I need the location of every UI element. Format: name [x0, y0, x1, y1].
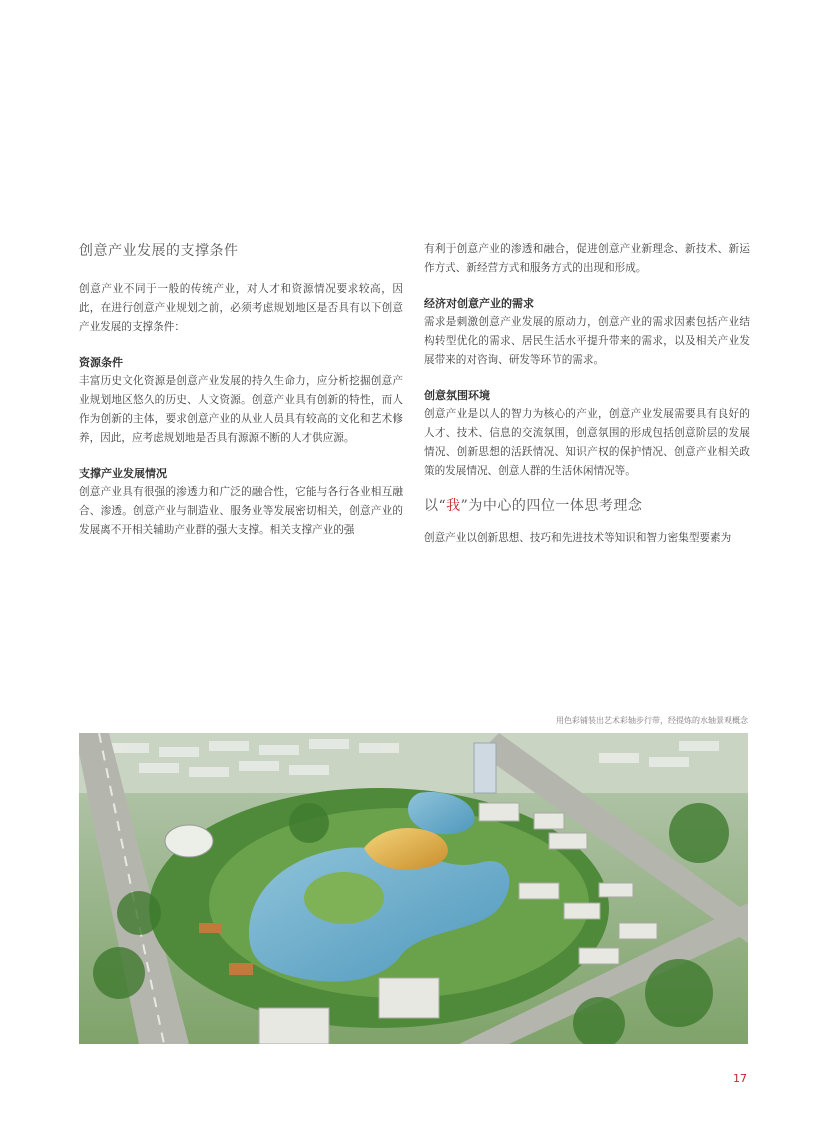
title-prefix: 以“: [424, 498, 447, 514]
heading-supporting-industries: 支撑产业发展情况: [79, 467, 167, 480]
heading-demand: 经济对创意产业的需求: [424, 297, 534, 310]
park-aerial-rendering: [79, 733, 748, 1044]
atmosphere-paragraph: 创意产业是以人的智力为核心的产业，创意产业发展需要具有良好的人才、技术、信息的交流氛围，创意氛围的形成包括创意阶层的发展情况、创新思想的活跃情况、知识产权的保护情况、创意产业相关政策的发展情况、创意人群的生活休闲情况等。: [424, 408, 750, 477]
demand-paragraph: 需求是刺激创意产业发展的原动力，创意产业的需求因素包括产业结构转型优化的需求、居民生活水平提升带来的需求，以及相关产业发展带来的对咨询、研发等环节的需求。: [424, 316, 750, 366]
title-accent-word: 我: [446, 498, 461, 514]
intro-paragraph: 创意产业不同于一般的传统产业，对人才和资源情况要求较高，因此，在进行创意产业规划之前，必须考虑规划地区是否具有以下创意产业发展的支撑条件：: [79, 283, 403, 333]
section-title-four-in-one: [424, 495, 750, 515]
heading-atmosphere: 创意氛围环境: [424, 389, 490, 402]
right-column: [424, 240, 750, 548]
left-column: [79, 240, 403, 540]
continuation-paragraph: 有利于创意产业的渗透和融合，促进创意产业新理念、新技术、新运作方式、新经营方式和服务方式的出现和形成。: [424, 243, 750, 274]
aerial-illustration: [79, 733, 748, 1044]
four-in-one-paragraph: 创意产业以创新思想、技巧和先进技术等知识和智力密集型要素为: [424, 532, 732, 544]
resources-paragraph: 丰富历史文化资源是创意产业发展的持久生命力，应分析挖掘创意产业规划地区悠久的历史、人文资源。创意产业具有创新的特性，而人作为创新的主体，要求创意产业的从业人员具有较高的文化和艺术修养，因此，应考虑规划地是否具有源源不断的人才供应源。: [79, 375, 403, 444]
section-title-support: 创意产业发展的支撑条件: [79, 243, 239, 259]
heading-resources: 资源条件: [79, 356, 123, 369]
title-suffix: ”为中心的四位一体思考理念: [460, 498, 643, 514]
image-caption: 用色彩铺装出艺术彩轴步行带，经提炼的水轴景观概念: [556, 716, 748, 725]
supporting-industries-paragraph: 创意产业具有很强的渗透力和广泛的融合性，它能与各行各业相互融合、渗透。创意产业与制造业、服务业等发展密切相关，创意产业的发展离不开相关辅助产业群的强大支撑。相关支撑产业的强: [79, 486, 403, 536]
page-number: 17: [733, 1072, 747, 1085]
